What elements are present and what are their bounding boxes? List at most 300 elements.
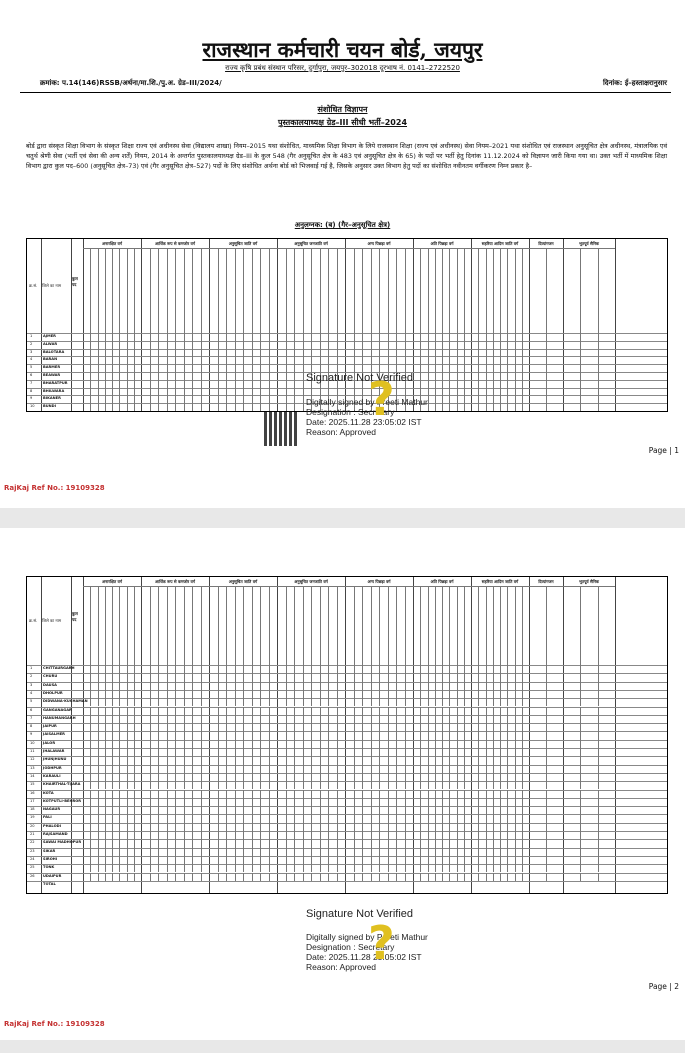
cell-divider xyxy=(388,864,389,872)
cell-divider xyxy=(269,690,270,698)
cell-divider xyxy=(134,731,135,739)
cell-divider xyxy=(311,864,312,872)
cell-divider xyxy=(598,715,599,723)
cell-divider xyxy=(260,403,261,411)
cell-divider xyxy=(500,690,501,698)
cell-divider xyxy=(396,781,397,789)
cell-divider xyxy=(405,673,406,681)
cell-divider xyxy=(493,388,494,396)
subcol-divider xyxy=(362,586,363,665)
row-serial: 1 xyxy=(30,666,33,670)
cell-divider xyxy=(150,380,151,388)
cell-divider xyxy=(243,765,244,773)
table-header-block xyxy=(27,577,667,666)
cell-divider xyxy=(464,349,465,357)
cell-divider xyxy=(252,388,253,396)
cell-divider xyxy=(303,740,304,748)
cell-divider xyxy=(435,388,436,396)
cell-divider xyxy=(320,839,321,847)
cell-divider xyxy=(580,341,581,349)
cell-divider xyxy=(428,814,429,822)
cell-divider xyxy=(226,715,227,723)
table-row xyxy=(27,333,667,334)
cell-divider xyxy=(201,781,202,789)
cell-divider xyxy=(598,380,599,388)
cell-divider xyxy=(286,690,287,698)
group-header: अन्य पिछड़ा वर्ग xyxy=(367,579,391,584)
cell-divider xyxy=(226,349,227,357)
cell-divider xyxy=(192,765,193,773)
cell-divider xyxy=(428,798,429,806)
cell-divider xyxy=(218,748,219,756)
cell-divider xyxy=(119,765,120,773)
cell-divider xyxy=(112,814,113,822)
cell-divider xyxy=(500,707,501,715)
cell-divider xyxy=(105,864,106,872)
cell-divider xyxy=(243,349,244,357)
cell-divider xyxy=(522,806,523,814)
row-district-name: DIDWANA-KUCHAMAN xyxy=(43,699,88,704)
cell-divider xyxy=(379,349,380,357)
cell-divider xyxy=(260,715,261,723)
cell-divider xyxy=(294,372,295,380)
cell-divider xyxy=(175,715,176,723)
cell-divider xyxy=(435,333,436,341)
subcol-divider xyxy=(580,248,581,333)
row-district-name: JAISALMER xyxy=(43,732,65,737)
table-row xyxy=(27,682,667,683)
cell-divider xyxy=(328,848,329,856)
cell-divider xyxy=(127,814,128,822)
cell-divider xyxy=(478,341,479,349)
cell-divider xyxy=(252,864,253,872)
cell-divider xyxy=(486,731,487,739)
cell-divider xyxy=(112,756,113,764)
cell-divider xyxy=(226,848,227,856)
subcol-divider xyxy=(192,248,193,333)
cell-divider xyxy=(201,856,202,864)
cell-divider xyxy=(294,773,295,781)
cell-divider xyxy=(311,341,312,349)
cell-divider xyxy=(150,748,151,756)
subcol-divider xyxy=(507,586,508,665)
cell-divider xyxy=(507,823,508,831)
cell-divider xyxy=(580,364,581,372)
cell-divider xyxy=(269,856,270,864)
subcol-divider xyxy=(158,248,159,333)
cell-divider xyxy=(175,673,176,681)
cell-divider xyxy=(112,806,113,814)
cell-divider xyxy=(515,723,516,731)
cell-divider xyxy=(218,806,219,814)
cell-divider xyxy=(420,673,421,681)
cell-divider xyxy=(158,341,159,349)
cell-divider xyxy=(507,806,508,814)
cell-divider xyxy=(486,864,487,872)
cell-divider xyxy=(507,748,508,756)
cell-divider xyxy=(243,731,244,739)
cell-divider xyxy=(201,356,202,364)
cell-divider xyxy=(303,707,304,715)
cell-divider xyxy=(90,864,91,872)
cell-divider xyxy=(127,731,128,739)
cell-divider xyxy=(486,831,487,839)
cell-divider xyxy=(337,349,338,357)
cell-divider xyxy=(226,831,227,839)
cell-divider xyxy=(184,798,185,806)
row-district-name: DHOLPUR xyxy=(43,690,63,695)
cell-divider xyxy=(90,798,91,806)
cell-divider xyxy=(260,873,261,881)
cell-divider xyxy=(522,731,523,739)
row-serial: 3 xyxy=(30,349,33,354)
cell-divider xyxy=(184,388,185,396)
cell-divider xyxy=(175,856,176,864)
cell-divider xyxy=(546,756,547,764)
cell-divider xyxy=(428,731,429,739)
cell-divider xyxy=(112,380,113,388)
cell-divider xyxy=(337,740,338,748)
signature-line-designation: Designation : Secretary xyxy=(306,942,395,952)
cell-divider xyxy=(442,715,443,723)
cell-divider xyxy=(184,864,185,872)
cell-divider xyxy=(435,682,436,690)
cell-divider xyxy=(420,333,421,341)
cell-divider xyxy=(493,831,494,839)
cell-divider xyxy=(464,395,465,403)
cell-divider xyxy=(522,341,523,349)
cell-divider xyxy=(201,740,202,748)
row-serial: 25 xyxy=(30,865,35,870)
cell-divider xyxy=(515,740,516,748)
cell-divider xyxy=(127,723,128,731)
cell-divider xyxy=(90,388,91,396)
table-row xyxy=(27,349,667,350)
cell-divider xyxy=(500,848,501,856)
cell-divider xyxy=(522,781,523,789)
cell-divider xyxy=(449,798,450,806)
cell-divider xyxy=(134,403,135,411)
cell-divider xyxy=(486,748,487,756)
cell-divider xyxy=(507,707,508,715)
cell-divider xyxy=(598,356,599,364)
issue-date: दिनांक: ई–हस्ताक्षरानुसार xyxy=(602,79,667,87)
cell-divider xyxy=(252,403,253,411)
cell-divider xyxy=(522,756,523,764)
cell-divider xyxy=(252,781,253,789)
cell-divider xyxy=(522,765,523,773)
cell-divider xyxy=(546,773,547,781)
cell-divider xyxy=(388,349,389,357)
cell-divider xyxy=(379,673,380,681)
cell-divider xyxy=(515,806,516,814)
cell-divider xyxy=(580,395,581,403)
cell-divider xyxy=(294,856,295,864)
cell-divider xyxy=(201,773,202,781)
subcol-divider xyxy=(269,586,270,665)
cell-divider xyxy=(420,756,421,764)
cell-divider xyxy=(175,372,176,380)
cell-divider xyxy=(337,806,338,814)
cell-divider xyxy=(580,665,581,673)
cell-divider xyxy=(269,806,270,814)
cell-divider xyxy=(420,864,421,872)
cell-divider xyxy=(442,856,443,864)
cell-divider xyxy=(119,781,120,789)
group-header: सहरिया आदिम जाति वर्ग xyxy=(481,241,519,246)
cell-divider xyxy=(158,831,159,839)
cell-divider xyxy=(175,707,176,715)
cell-divider xyxy=(580,356,581,364)
cell-divider xyxy=(112,781,113,789)
cell-divider xyxy=(354,740,355,748)
cell-divider xyxy=(175,798,176,806)
cell-divider xyxy=(362,740,363,748)
cell-divider xyxy=(98,723,99,731)
cell-divider xyxy=(184,823,185,831)
cell-divider xyxy=(286,356,287,364)
cell-divider xyxy=(598,740,599,748)
cell-divider xyxy=(396,731,397,739)
cell-divider xyxy=(328,356,329,364)
cell-divider xyxy=(464,740,465,748)
cell-divider xyxy=(235,333,236,341)
cell-divider xyxy=(192,748,193,756)
cell-divider xyxy=(252,690,253,698)
cell-divider xyxy=(90,731,91,739)
cell-divider xyxy=(218,839,219,847)
cell-divider xyxy=(320,707,321,715)
cell-divider xyxy=(260,673,261,681)
cell-divider xyxy=(119,690,120,698)
cell-divider xyxy=(90,839,91,847)
cell-divider xyxy=(119,823,120,831)
cell-divider xyxy=(201,682,202,690)
cell-divider xyxy=(500,388,501,396)
cell-divider xyxy=(464,673,465,681)
row-serial: 3 xyxy=(30,682,33,687)
cell-divider xyxy=(192,806,193,814)
cell-divider xyxy=(243,748,244,756)
cell-divider xyxy=(515,682,516,690)
cell-divider xyxy=(134,765,135,773)
cell-divider xyxy=(428,740,429,748)
cell-divider xyxy=(371,665,372,673)
cell-divider xyxy=(119,380,120,388)
cell-divider xyxy=(435,806,436,814)
cell-divider xyxy=(420,341,421,349)
subcol-divider xyxy=(580,586,581,665)
cell-divider xyxy=(371,673,372,681)
subcol-divider xyxy=(354,586,355,665)
cell-divider xyxy=(362,690,363,698)
cell-divider xyxy=(362,698,363,706)
cell-divider xyxy=(507,690,508,698)
cell-divider xyxy=(134,823,135,831)
cell-divider xyxy=(167,707,168,715)
cell-divider xyxy=(515,798,516,806)
cell-divider xyxy=(598,806,599,814)
cell-divider xyxy=(286,781,287,789)
cell-divider xyxy=(226,781,227,789)
cell-divider xyxy=(175,723,176,731)
cell-divider xyxy=(192,756,193,764)
cell-divider xyxy=(294,848,295,856)
table-row xyxy=(27,831,667,832)
cell-divider xyxy=(464,388,465,396)
cell-divider xyxy=(226,403,227,411)
subcol-divider xyxy=(362,248,363,333)
cell-divider xyxy=(226,740,227,748)
cell-divider xyxy=(320,715,321,723)
cell-divider xyxy=(90,748,91,756)
cell-divider xyxy=(464,823,465,831)
cell-divider xyxy=(158,740,159,748)
cell-divider xyxy=(546,765,547,773)
cell-divider xyxy=(580,873,581,881)
cell-divider xyxy=(311,839,312,847)
unverified-signature-icon: ? xyxy=(368,372,395,426)
signature-line-reason: Reason: Approved xyxy=(306,427,376,437)
cell-divider xyxy=(320,698,321,706)
row-district-name: BIKANER xyxy=(43,396,61,401)
cell-divider xyxy=(486,715,487,723)
cell-divider xyxy=(192,773,193,781)
cell-divider xyxy=(243,698,244,706)
cell-divider xyxy=(371,756,372,764)
cell-divider xyxy=(486,756,487,764)
cell-divider xyxy=(478,349,479,357)
board-address: राज्य कृषि प्रबंध संस्थान परिसर, दुर्गापुरा, जयपुर–302018 दूरभाष नं. 0141–2722520 xyxy=(225,64,460,72)
cell-divider xyxy=(493,682,494,690)
cell-divider xyxy=(235,823,236,831)
signature-heading: Signature Not Verified xyxy=(306,908,414,920)
cell-divider xyxy=(500,715,501,723)
cell-divider xyxy=(184,806,185,814)
cell-divider xyxy=(515,756,516,764)
cell-divider xyxy=(580,731,581,739)
cell-divider xyxy=(167,682,168,690)
cell-divider xyxy=(167,665,168,673)
cell-divider xyxy=(500,380,501,388)
cell-divider xyxy=(500,403,501,411)
cell-divider xyxy=(158,790,159,798)
cell-divider xyxy=(184,682,185,690)
cell-divider xyxy=(226,682,227,690)
cell-divider xyxy=(449,831,450,839)
cell-divider xyxy=(337,814,338,822)
cell-divider xyxy=(379,873,380,881)
cell-divider xyxy=(311,773,312,781)
row-serial: 6 xyxy=(30,707,33,712)
cell-divider xyxy=(286,395,287,403)
cell-divider xyxy=(457,748,458,756)
cell-divider xyxy=(167,333,168,341)
cell-divider xyxy=(235,873,236,881)
cell-divider xyxy=(235,856,236,864)
group-divider xyxy=(141,577,142,893)
cell-divider xyxy=(546,723,547,731)
subcol-divider xyxy=(303,248,304,333)
cell-divider xyxy=(260,698,261,706)
cell-divider xyxy=(112,790,113,798)
cell-divider xyxy=(235,731,236,739)
document-page-1 xyxy=(0,0,685,508)
cell-divider xyxy=(457,806,458,814)
cell-divider xyxy=(303,698,304,706)
cell-divider xyxy=(201,715,202,723)
cell-divider xyxy=(598,364,599,372)
subcol-divider xyxy=(405,248,406,333)
cell-divider xyxy=(486,690,487,698)
cell-divider xyxy=(546,690,547,698)
cell-divider xyxy=(269,380,270,388)
cell-divider xyxy=(320,856,321,864)
cell-divider xyxy=(486,707,487,715)
cell-divider xyxy=(396,673,397,681)
cell-divider xyxy=(112,773,113,781)
subcol-divider xyxy=(150,586,151,665)
cell-divider xyxy=(320,748,321,756)
cell-divider xyxy=(105,395,106,403)
cell-divider xyxy=(486,806,487,814)
cell-divider xyxy=(362,848,363,856)
cell-divider xyxy=(98,364,99,372)
cell-divider xyxy=(134,364,135,372)
cell-divider xyxy=(134,864,135,872)
cell-divider xyxy=(269,798,270,806)
signature-line-name: Digitally signed by Preeti Mathur xyxy=(306,397,428,407)
cell-divider xyxy=(442,848,443,856)
cell-divider xyxy=(303,781,304,789)
cell-divider xyxy=(500,806,501,814)
cell-divider xyxy=(201,349,202,357)
cell-divider xyxy=(294,673,295,681)
subcol-divider xyxy=(260,248,261,333)
cell-divider xyxy=(546,698,547,706)
subcol-divider xyxy=(493,586,494,665)
cell-divider xyxy=(388,798,389,806)
cell-divider xyxy=(226,798,227,806)
cell-divider xyxy=(500,740,501,748)
cell-divider xyxy=(158,823,159,831)
cell-divider xyxy=(269,864,270,872)
cell-divider xyxy=(449,665,450,673)
cell-divider xyxy=(379,839,380,847)
subcol-divider xyxy=(428,586,429,665)
table-row xyxy=(27,781,667,782)
cell-divider xyxy=(269,356,270,364)
cell-divider xyxy=(328,665,329,673)
cell-divider xyxy=(396,740,397,748)
cell-divider xyxy=(493,349,494,357)
row-serial: 23 xyxy=(30,848,35,853)
cell-divider xyxy=(260,856,261,864)
cell-divider xyxy=(379,682,380,690)
cell-divider xyxy=(515,864,516,872)
cell-divider xyxy=(119,790,120,798)
cell-divider xyxy=(371,740,372,748)
cell-divider xyxy=(201,790,202,798)
cell-divider xyxy=(235,814,236,822)
cell-divider xyxy=(175,349,176,357)
cell-divider xyxy=(371,856,372,864)
cell-divider xyxy=(105,364,106,372)
cell-divider xyxy=(449,698,450,706)
row-serial: 24 xyxy=(30,856,35,861)
group-header: अनुसूचित जाति वर्ग xyxy=(228,579,258,584)
cell-divider xyxy=(522,665,523,673)
